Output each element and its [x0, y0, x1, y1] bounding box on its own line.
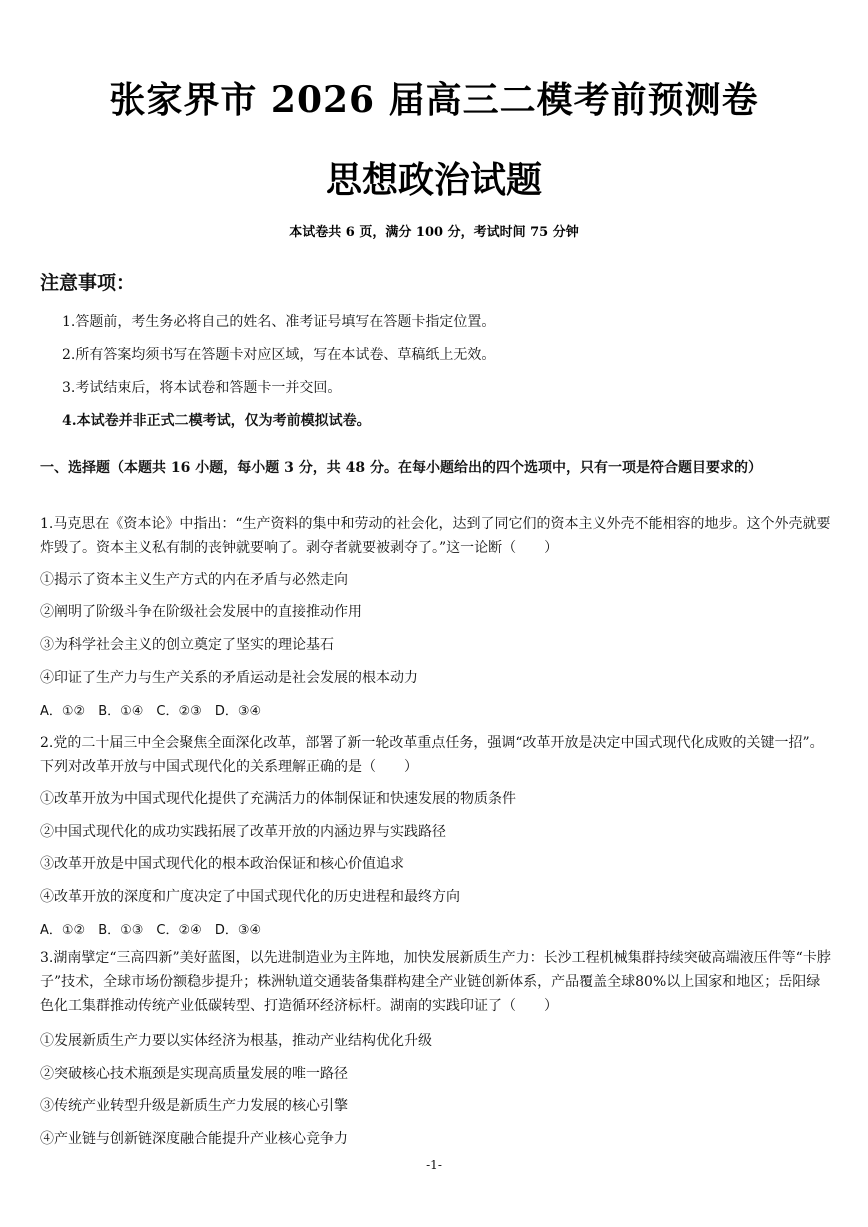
question-option: ①揭示了资本主义生产方式的内在矛盾与必然走向 [40, 572, 348, 588]
question-stem: 2.党的二十届三中全会聚焦全面深化改革，部署了新一轮改革重点任务，强调“改革开放是决定中国式现代化成败的关键一招”。下列对改革开放与中国式现代化的关系理解正确的是（ ） [40, 735, 824, 775]
exam-info: 本试卷共 6 页，满分 100 分，考试时间 75 分钟 [289, 225, 579, 240]
answer-choices: A．①② B．①④ C．②③ D．③④ [40, 704, 262, 719]
question-stem: 1.马克思在《资本论》中指出：“生产资料的集中和劳动的社会化，达到了同它们的资本主义外壳不能相容的地步。这个外壳就要炸毁了。资本主义私有制的丧钟就要响了。剥夺者就要被剥夺了。”这一论断（ ） [40, 516, 831, 556]
notice-item: 2.所有答案均须书写在答题卡对应区域，写在本试卷、草稿纸上无效。 [62, 347, 496, 363]
question-option: ②阐明了阶级斗争在阶级社会发展中的直接推动作用 [40, 604, 362, 620]
question-option: ①发展新质生产力要以实体经济为根基，推动产业结构优化升级 [40, 1033, 432, 1049]
question-option: ②中国式现代化的成功实践拓展了改革开放的内涵边界与实践路径 [40, 824, 446, 840]
question-stem: 3.湖南擘定“三高四新”美好蓝图，以先进制造业为主阵地，加快发展新质生产力：长沙工程机械集群持续突破高端液压件等“卡脖子”技术，全球市场份额稳步提升；株洲轨道交通装备集群构建全产业链创新体系，产品覆盖全球80%以上国家和地区；岳阳绿色化工集群推动传统产业低碳转型、打造循环经济标杆。湖南的实践印证了（ ） [40, 950, 831, 1014]
exam-title: 张家界市 2026 届高三二模考前预测卷 [109, 79, 759, 121]
question-option: ③为科学社会主义的创立奠定了坚实的理论基石 [40, 637, 334, 653]
subject-title: 思想政治试题 [325, 159, 542, 201]
notice-heading: 注意事项： [40, 272, 136, 294]
question-option: ④产业链与创新链深度融合能提升产业核心竞争力 [40, 1131, 348, 1147]
question-option: ④印证了生产力与生产关系的矛盾运动是社会发展的根本动力 [40, 670, 418, 686]
question-option: ④改革开放的深度和广度决定了中国式现代化的历史进程和最终方向 [40, 889, 460, 905]
answer-choices: A．①② B．①③ C．②④ D．③④ [40, 923, 262, 938]
section-heading: 一、选择题（本题共 16 小题，每小题 3 分，共 48 分。在每小题给出的四个选项中，只有一项是符合题目要求的） [40, 460, 762, 476]
notice-item-bold: 4.本试卷并非正式二模考试，仅为考前模拟试卷。 [62, 413, 371, 429]
question-option: ③改革开放是中国式现代化的根本政治保证和核心价值追求 [40, 856, 404, 872]
page-number: -1- [426, 1158, 442, 1172]
notice-item: 1.答题前，考生务必将自己的姓名、准考证号填写在答题卡指定位置。 [62, 314, 496, 330]
notice-item: 3.考试结束后，将本试卷和答题卡一并交回。 [62, 380, 342, 396]
question-option: ②突破核心技术瓶颈是实现高质量发展的唯一路径 [40, 1066, 348, 1082]
question-option: ③传统产业转型升级是新质生产力发展的核心引擎 [40, 1098, 348, 1114]
question-option: ①改革开放为中国式现代化提供了充满活力的体制保证和快速发展的物质条件 [40, 791, 516, 807]
